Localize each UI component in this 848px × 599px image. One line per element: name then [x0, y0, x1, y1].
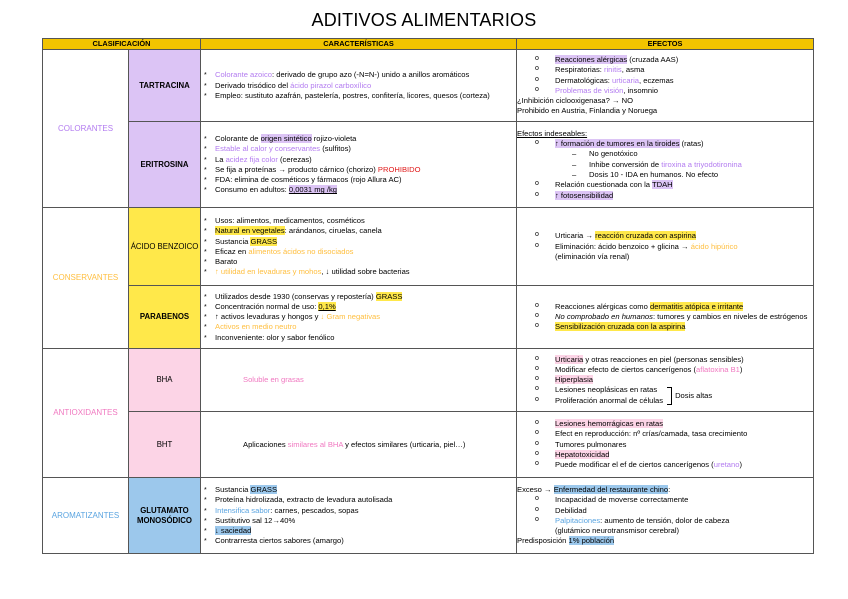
list-item: o Proliferación anormal de células: [517, 396, 663, 406]
list-item: o Puede modificar el ef de ciertos cancerígenos (uretano): [517, 460, 813, 470]
list-item: * Activos en medio neutro: [201, 322, 516, 332]
list-item: o Incapacidad de moverse correctamente: [517, 495, 813, 505]
category-conservantes: CONSERVANTES: [43, 208, 129, 349]
additive-bht: BHT: [129, 412, 201, 478]
list-item: o Reacciones alérgicas como dermatitis atópica e irritante: [517, 302, 813, 312]
list-item: o Palpitaciones: aumento de tensión, dolor de cabeza (glutámico neurotransmisor cerebral): [517, 516, 813, 537]
list-item: * Intensifica sabor: carnes, pescados, sopas: [201, 506, 516, 516]
char-tartracina: [201, 50, 517, 122]
eff-eritrosina: [517, 122, 814, 208]
list-item: * Usos: alimentos, medicamentos, cosméticos: [201, 216, 516, 226]
header-row: [43, 39, 814, 50]
char-bht: Aplicaciones similares al BHA y efectos similares (urticaria, piel…): [201, 412, 517, 478]
header-clasificacion: CLASIFICACIÓN: [43, 39, 201, 50]
list-item: * Proteína hidrolizada, extracto de levadura autolisada: [201, 495, 516, 505]
list-item: o Relación cuestionada con la TDAH: [517, 180, 813, 190]
list-item: o Debilidad: [517, 506, 813, 516]
list-item: o ↑ formación de tumores en la tiroides (ratas): [517, 139, 813, 149]
additive-bha: BHA: [129, 349, 201, 412]
list-item: * Sustitutivo sal 12→40%: [201, 516, 516, 526]
list-item: * Inconveniente: olor y sabor fenólico: [201, 333, 516, 343]
list-item: * Estable al calor y conservantes (sulfitos): [201, 144, 516, 154]
eff-bha: [517, 349, 814, 412]
list-item: * Empleo: sustituto azafrán, pastelería, postres, confitería, licores, quesos (corteza): [201, 91, 516, 101]
list-item: * Eficaz en alimentos ácidos no disociados: [201, 247, 516, 257]
list-item: * Consumo en adultos: 0,0031 mg /kg: [201, 185, 516, 195]
note-inhibicion: ¿Inhibición ciclooxigenasa? → NO: [517, 96, 634, 106]
row-parabenos: [43, 286, 814, 349]
efectos-indeseables: Efectos indeseables:: [517, 128, 588, 138]
list-item: – Dosis 10 - IDA en humanos. No efecto: [517, 170, 813, 180]
list-item: o Lesiones neoplásicas en ratas: [517, 385, 663, 395]
list-item: – Inhibe conversión de tiroxina a triyodotironina: [517, 160, 813, 170]
list-item: o No comprobado en humanos: tumores y cambios en niveles de estrógenos: [517, 312, 813, 322]
list-item: o ↑ fotosensibilidad: [517, 191, 813, 201]
char-bha: [201, 349, 517, 412]
list-item: * FDA: elimina de cosméticos y fármacos (rojo Allura AC): [201, 175, 516, 185]
char-glutamato: [201, 478, 517, 554]
eff-parabenos: [517, 286, 814, 349]
list-item: * Utilizados desde 1930 (conservas y repostería) GRASS: [201, 292, 516, 302]
list-item: o Hiperplasia: [517, 375, 813, 385]
list-item: o Dermatológicas: urticaria, eczemas: [517, 76, 813, 86]
dosis-altas: Dosis altas: [675, 390, 713, 400]
list-item: * Derivado trisódico del ácido pirazol carboxílico: [201, 81, 516, 91]
additives-table: [42, 38, 814, 554]
list-item: o Urticaria → reacción cruzada con aspirina: [517, 231, 813, 241]
list-item: * Colorante de origen sintético rojizo-violeta: [201, 134, 516, 144]
list-item: o Eliminación: ácido benzoico + glicina → ácido hipúrico (eliminación vía renal): [517, 242, 813, 263]
char-eritrosina: [201, 122, 517, 208]
list-item: * Contrarresta ciertos sabores (amargo): [201, 536, 516, 546]
eff-tartracina: [517, 50, 814, 122]
additive-tartracina: TARTRACINA: [129, 50, 201, 122]
list-item: o Tumores pulmonares: [517, 440, 813, 450]
category-colorantes: COLORANTES: [43, 50, 129, 208]
list-item: – No genotóxico: [517, 149, 813, 159]
eff-benzoico: [517, 208, 814, 286]
list-item: * Se fija a proteínas → producto cárnico (chorizo) PROHIBIDO: [201, 165, 516, 175]
list-item: o Modificar efecto de ciertos cancerígenos (aflatoxina B1): [517, 365, 813, 375]
list-item: o Hepatotoxicidad: [517, 450, 813, 460]
list-item: * Colorante azoico: derivado de grupo azo (-N=N-) unido a anillos aromáticos: [201, 70, 516, 80]
list-item: o Problemas de visión, insomnio: [517, 86, 813, 96]
list-item: * ↑ activos levaduras y hongos y ↓ Gram negativas: [201, 312, 516, 322]
list-item: o Efect en reproducción: nº crías/camada, tasa crecimiento: [517, 429, 813, 439]
note-prohibido: Prohibido en Austria, Finlandia y Noruega: [517, 106, 658, 116]
list-item: o Urticaria y otras reacciones en piel (personas sensibles): [517, 355, 813, 365]
list-item: o Reacciones alérgicas (cruzada AAS): [517, 55, 813, 65]
list-item: * ↓ saciedad: [201, 526, 516, 536]
header-efectos: EFECTOS: [517, 39, 814, 50]
char-parabenos: [201, 286, 517, 349]
row-tartracina: [43, 50, 814, 122]
list-item: * Concentración normal de uso: 0,1%: [201, 302, 516, 312]
list-item: o Lesiones hemorrágicas en ratas: [517, 419, 813, 429]
char-benzoico: [201, 208, 517, 286]
additive-parabenos: PARABENOS: [129, 286, 201, 349]
category-antioxidantes: ANTIOXIDANTES: [43, 349, 129, 478]
predisposicion-line: Predisposición 1% población: [517, 536, 615, 546]
list-item: * ↑ utilidad en levaduras y mohos, ↓ utilidad sobre bacterias: [201, 267, 516, 277]
exceso-line: Exceso → Enfermedad del restaurante chino:: [517, 484, 671, 494]
list-item: * Barato: [201, 257, 516, 267]
list-item: o Respiratorias: rinitis, asma: [517, 65, 813, 75]
list-item: * Natural en vegetales: arándanos, ciruelas, canela: [201, 226, 516, 236]
additive-acido-benzoico: ÁCIDO BENZOICO: [129, 208, 201, 286]
additive-eritrosina: ERITROSINA: [129, 122, 201, 208]
row-benzoico: [43, 208, 814, 286]
list-item: * Sustancia GRASS: [201, 485, 516, 495]
soluble-grasas: Soluble en grasas: [243, 375, 304, 385]
header-caracteristicas: CARACTERÍSTICAS: [201, 39, 517, 50]
list-item: * La acidez fija color (cerezas): [201, 155, 516, 165]
eff-glutamato: [517, 478, 814, 554]
additive-glutamato: GLUTAMATO MONOSÓDICO: [129, 478, 201, 554]
row-bha: [43, 349, 814, 412]
list-item: o Sensibilización cruzada con la aspirina: [517, 322, 813, 332]
list-item: * Sustancia GRASS: [201, 237, 516, 247]
row-glutamato: [43, 478, 814, 554]
page-title: ADITIVOS ALIMENTARIOS: [311, 10, 537, 30]
eff-bht: [517, 412, 814, 478]
category-aromatizantes: AROMATIZANTES: [43, 478, 129, 554]
row-bht: [43, 412, 814, 478]
brace: [667, 387, 672, 405]
row-eritrosina: [43, 122, 814, 208]
